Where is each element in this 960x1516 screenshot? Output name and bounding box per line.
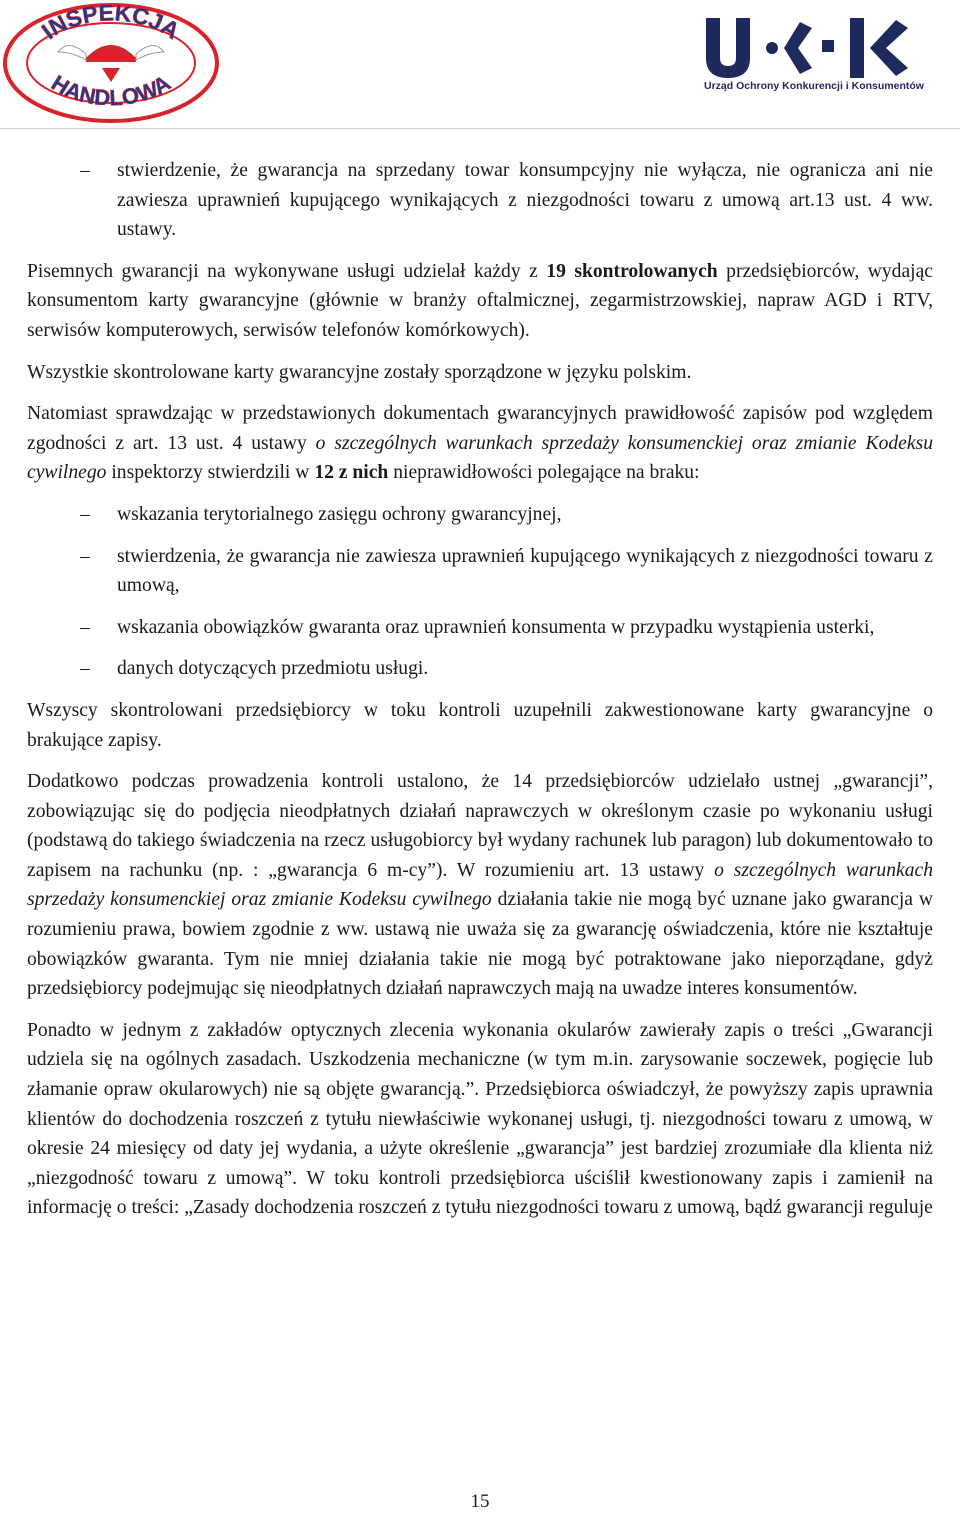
dash-bullet: – [80, 160, 90, 181]
list-item-text: danych dotyczących przedmiotu usługi. [117, 658, 429, 680]
svg-text:INSPEKCJA: INSPEKCJA [36, 2, 185, 45]
paragraph-corrections: Wszyscy skontrolowani przedsiębiorcy w toku kontroli uzupełnili zakwestionowane karty gwarancyjne o brakujące zapisy. [27, 699, 933, 751]
list-2 [27, 500, 933, 684]
p3-text-2: inspektorzy stwierdzili w [106, 462, 315, 484]
list-item [27, 654, 933, 684]
uokik-caption: Urząd Ochrony Konkurencji i Konsumentów [704, 80, 924, 92]
page-number: 15 [470, 1491, 490, 1512]
p5-text-2: działania takie nie mogą być uznane jako gwarancja w rozumieniu prawa, bowiem zgodnie z ww. ustawą nie uważa się za gwarancję oświadczenia, które nie kształtuje obowiązków gwaranta. Tym nie mniej działania takie nie mogą być potraktowane jako nieporządane, gdyż przedsiębiorcy podejmując się nieodpłatnych działań naprawczych mają na uwadze interes konsumentów. [27, 889, 934, 1000]
paragraph-irregularities [27, 399, 933, 488]
list-item [27, 156, 933, 245]
inspekcja-handlowa-logo [2, 2, 220, 124]
paragraph-optical-workshop: Ponadto w jednym z zakładów optycznych zlecenia wykonania okularów zawierały zapis o treści „Gwarancji udziela się na ogólnych zasadach. Uszkodzenia mechaniczne (w tym m.in. zarysowanie soczewek, pogięcie lub złamanie opraw okularowych) nie są objęte gwarancją.”. Przedsiębiorca oświadczył, że powyższy zapis uprawnia klientów do dochodzenia roszczeń z tytułu niewłaściwie wykonanej usługi, tj. niezgodności towaru z umową, w okresie 24 miesięcy od daty jej wydania, a użyte określenie „gwarancja” jest bardziej zrozumiałe dla klienta niż „niezgodność towaru z umową”. W toku kontroli przedsiębiorca uściślił kwestionowany zapis i zamienił na informację o treści: „Zasady dochodzenia roszczeń z tytułu niezgodności towaru z umową, bądź gwarancji reguluje [27, 1019, 933, 1219]
header-divider [0, 128, 960, 129]
list-1 [27, 156, 933, 245]
paragraph-polish-language: Wszystkie skontrolowane karty gwarancyjne zostały sporządzone w języku polskim. [27, 361, 692, 383]
paragraph-written-guarantees [27, 257, 933, 346]
p1-text-1: Pisemnych gwarancji na wykonywane usługi udzielał każdy z [27, 260, 547, 282]
p1-bold-count: 19 skontrolowanych [546, 260, 718, 282]
p3-bold-count: 12 z nich [314, 462, 389, 484]
p3-text-3: nieprawidłowości polegające na braku: [388, 462, 700, 484]
list-item [27, 613, 933, 643]
p3-italic-act: o szczególnych warunkach sprzedaży konsumenckiej oraz zmianie Kodeksu cywilnego [27, 432, 933, 484]
paragraph-oral-guarantees [27, 767, 933, 1004]
list-item-text: stwierdzenie, że gwarancja na sprzedany towar konsumpcyjny nie wyłącza, nie ogranicza ani nie zawiesza uprawnień kupującego wynikających z niezgodności towaru z umową art.13 ust. 4 ww. ustawy. [117, 160, 933, 241]
p3-text-1: Natomiast sprawdzając w przedstawionych dokumentach gwarancyjnych prawidłowość zapisów pod względem zgodności z art. 13 ust. 4 ustawy [27, 403, 933, 454]
list-item-text: wskazania obowiązków gwaranta oraz uprawnień konsumenta w przypadku wystąpienia usterki, [117, 616, 875, 638]
dash-bullet: – [80, 658, 90, 680]
list-item [27, 500, 933, 530]
dash-bullet: – [80, 503, 90, 525]
p5-text-1: Dodatkowo podczas prowadzenia kontroli ustalono, że 14 przedsiębiorców udzielało ustnej „gwarancji”, zobowiązując się do podjęcia nieodpłatnych działań naprawczych w określonym czasie po wykonaniu usługi (podstawą do takiego świadczenia na rzecz usługobiorcy był wydany rachunek lub paragon) lub dokumentowało to zapisem na rachunku (np. : „gwarancja 6 m-cy”). W rozumieniu art. 13 ustawy [27, 771, 933, 881]
document-body [27, 156, 933, 1235]
list-item [27, 542, 933, 601]
list-item-text: stwierdzenia, że gwarancja nie zawiesza uprawnień kupującego wynikających z niezgodności towaru z umową, [117, 545, 933, 597]
dash-bullet: – [80, 545, 90, 567]
p1-text-2: przedsiębiorców, wydając konsumentom karty gwarancyjne (głównie w branży oftalmicznej, zegarmistrzowskiej, napraw AGD i RTV, serwisów komputerowych, serwisów telefonów komórkowych). [27, 260, 934, 341]
dash-bullet: – [80, 616, 90, 638]
p5-italic-act: o szczególnych warunkach sprzedaży konsumenckiej oraz zmianie Kodeksu cywilnego [27, 859, 933, 911]
svg-text:HANDLOWA: HANDLOWA [47, 70, 175, 111]
page-header [0, 0, 960, 130]
list-item-text: wskazania terytorialnego zasięgu ochrony gwarancyjnej, [117, 503, 562, 525]
